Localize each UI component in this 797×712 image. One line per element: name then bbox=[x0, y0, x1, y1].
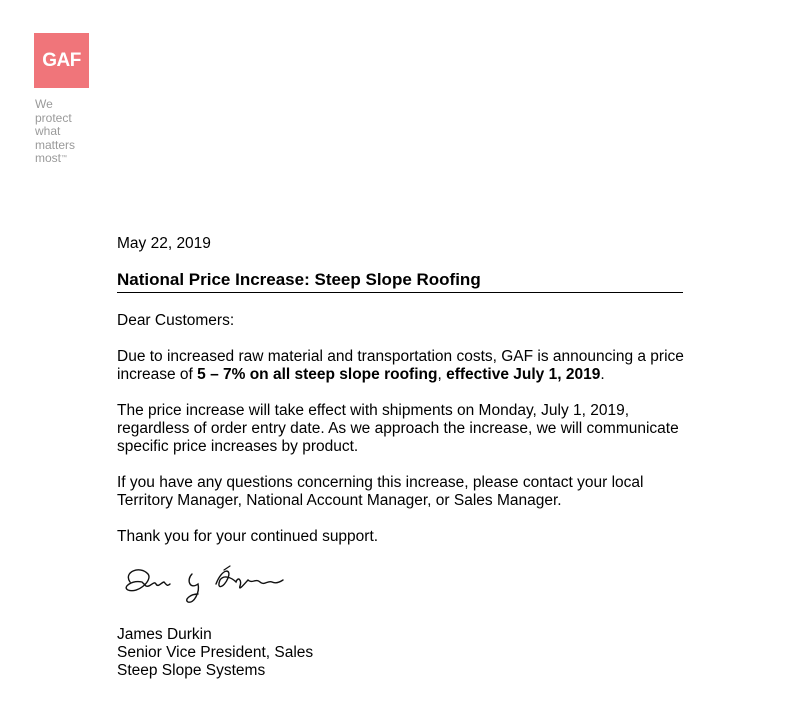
tagline-line: matters bbox=[35, 137, 76, 152]
signer-department: Steep Slope Systems bbox=[117, 662, 266, 679]
increase-range: 5 – 7% on all steep slope roofing bbox=[197, 366, 438, 383]
signer-name: James Durkin bbox=[117, 626, 212, 643]
handwritten-signature bbox=[120, 560, 290, 610]
tagline-line: We bbox=[35, 97, 53, 111]
effective-date: effective July 1, 2019 bbox=[446, 366, 601, 383]
closing: Thank you for your continued support. bbox=[117, 528, 379, 545]
paragraph-announcement: Due to increased raw material and transportation costs, GAF is announcing a price increase of 5 – 7% on all steep slope roofing, effective July 1, 2019. bbox=[117, 348, 684, 383]
tagline-line-last: most™ bbox=[35, 151, 68, 165]
brand-tagline bbox=[35, 98, 105, 166]
letter-body bbox=[117, 235, 687, 564]
paragraph-contact: If you have any questions concerning this increase, please contact your local Territory Manager, National Account Manager, or Sales Manager. bbox=[117, 474, 644, 509]
paragraph-shipments: The price increase will take effect with shipments on Monday, July 1, 2019, regardless of order entry date. As we approach the increase, we will communicate specific price increases by product. bbox=[117, 402, 679, 455]
gaf-logo bbox=[34, 33, 89, 88]
salutation: Dear Customers: bbox=[117, 312, 235, 329]
tagline-line: protect bbox=[35, 110, 72, 125]
trademark-mark: ™ bbox=[61, 155, 68, 161]
signer-block bbox=[117, 626, 313, 680]
letter-date: May 22, 2019 bbox=[117, 235, 211, 252]
logo-text: GAF bbox=[42, 49, 81, 71]
signer-title: Senior Vice President, Sales bbox=[117, 644, 314, 661]
letter-title: National Price Increase: Steep Slope Roofing bbox=[117, 270, 683, 293]
tagline-line: what bbox=[35, 124, 61, 138]
